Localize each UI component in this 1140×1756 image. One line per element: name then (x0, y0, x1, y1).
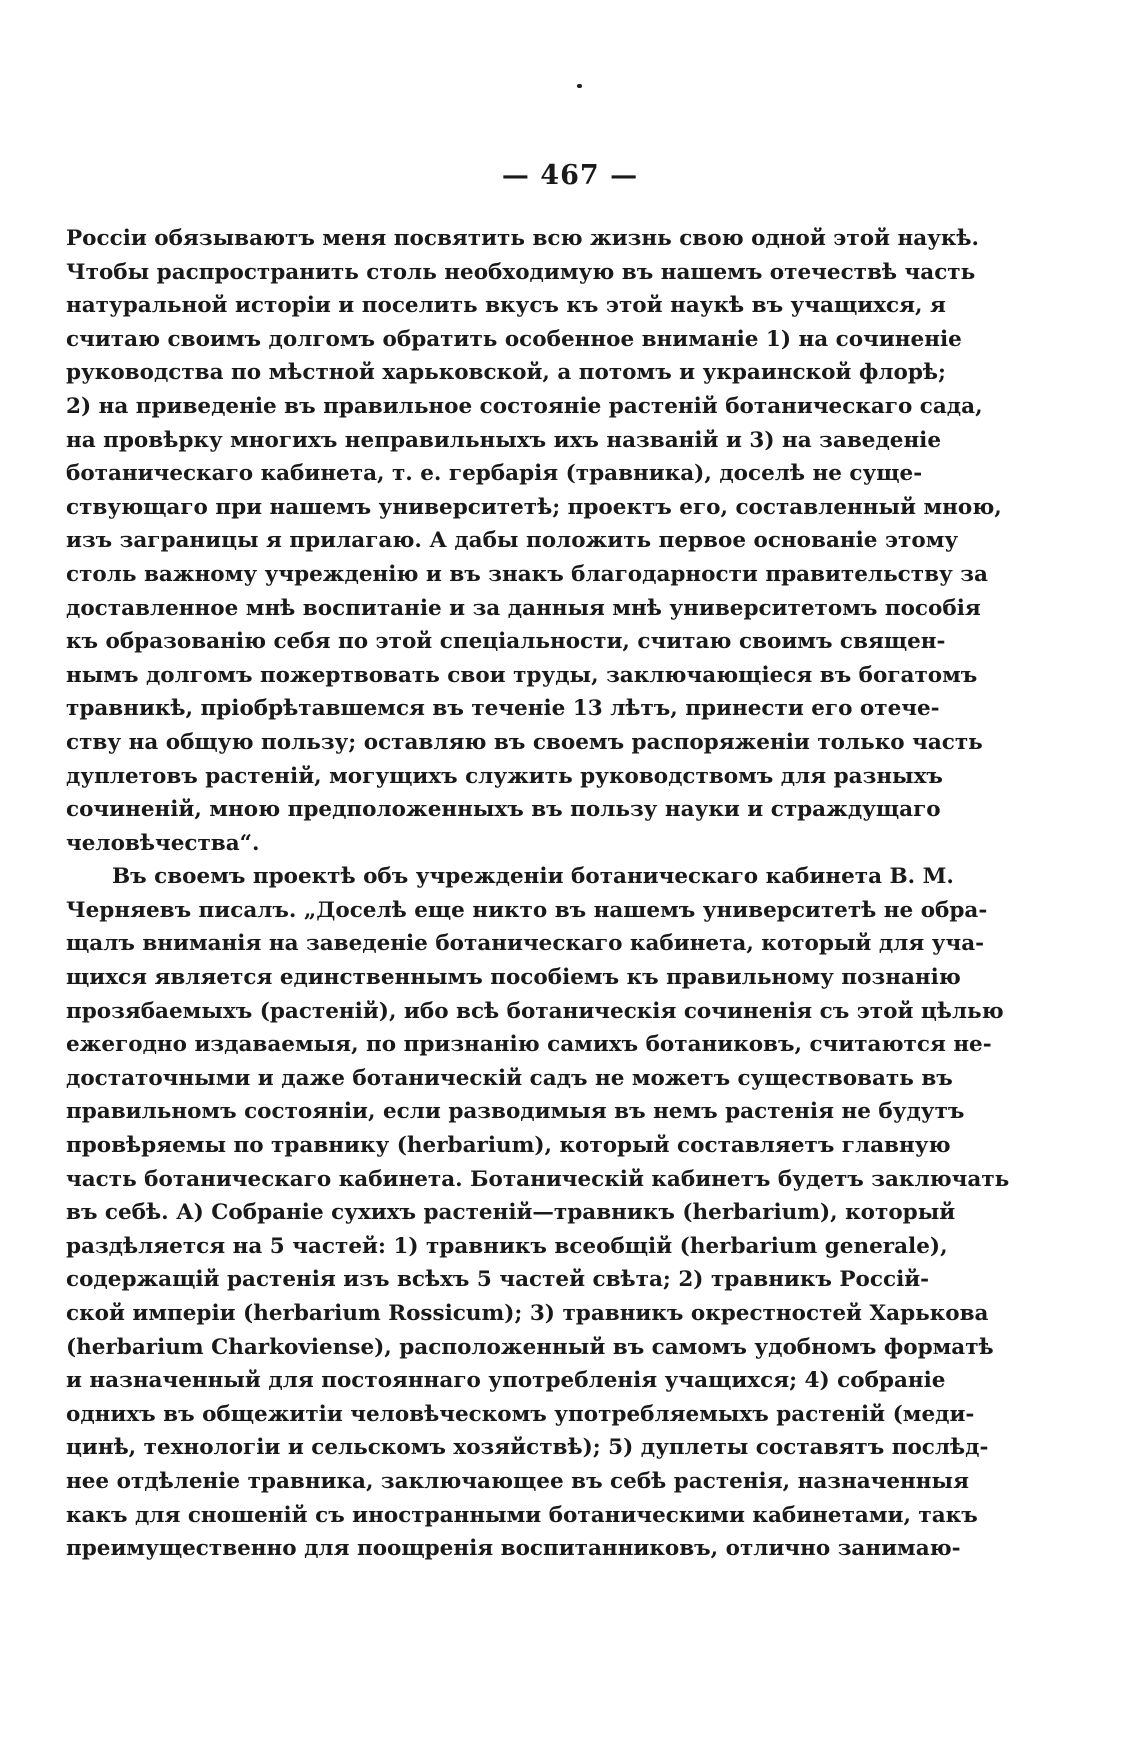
text-line: доставленное мнѣ воспитанiе и за данныя мнѣ университетомъ пособiя (66, 595, 981, 621)
text-line: изъ заграницы я прилагаю. А дабы положить первое основанiе этому (66, 528, 959, 554)
print-speck (577, 84, 582, 88)
text-line: ствующаго при нашемъ университетѣ; проектъ его, составленный мною, (66, 494, 1002, 520)
text-line: нее отдѣленiе травника, заключающее въ себѣ растенiя, назначенныя (66, 1468, 969, 1494)
text-line: ботаническаго кабинета, т. е. гербарiя (травника), доселѣ не суще- (66, 461, 923, 487)
text-line: какъ для сношенiй съ иностранными ботаническими кабинетами, такъ (66, 1502, 978, 1528)
text-line: достаточными и даже ботаническiй садъ не можетъ существовать въ (66, 1065, 953, 1091)
text-line: руководства по мѣстной харьковской, а потомъ и украинской флорѣ; (66, 360, 946, 386)
text-line: Чтобы распространить столь необходимую въ нашемъ отечествѣ часть (66, 259, 976, 285)
text-line: и назначенный для постояннаго употребленiя учащихся; 4) собранiе (66, 1368, 946, 1394)
page-number: — 467 — (501, 160, 639, 191)
text-line: нымъ долгомъ пожертвовать свои труды, заключающiеся въ богатомъ (66, 662, 978, 688)
text-line: однихъ въ общежитiи человѣческомъ употребляемыхъ растенiй (меди- (66, 1401, 975, 1427)
text-line: къ образованiю себя по этой спецiальности, считаю своимъ священ- (66, 629, 946, 655)
text-line: ской имперiи (herbarium Rossicum); 3) травникъ окрестностей Харькова (66, 1301, 989, 1326)
text-line: провѣряемы по травнику (herbarium), который составляетъ главную (66, 1133, 951, 1159)
text-line: ству на общую пользу; оставляю въ своемъ распоряженiи только часть (66, 729, 983, 755)
paragraph-1 (66, 222, 1002, 860)
text-line: травникѣ, прiобрѣтавшемся въ теченiе 13 лѣтъ, принести его отече- (66, 696, 940, 722)
text-line: правильномъ состоянiи, если разводимыя въ немъ растенiя не будутъ (66, 1099, 965, 1125)
text-line: (herbarium Charkoviense), расположенный въ самомъ удобномъ форматѣ (66, 1334, 994, 1360)
text-line: 2) на приведенiе въ правильное состоянiе растенiй ботаническаго сада, (66, 393, 983, 419)
text-line: человѣчества“. (66, 830, 260, 856)
body-text (66, 222, 1010, 1566)
paragraph-2 (66, 860, 1010, 1565)
text-line: прозябаемыхъ (растенiй), ибо всѣ ботаническiя сочиненiя съ этой цѣлью (66, 998, 1004, 1024)
text-line: цинѣ, технологiи и сельскомъ хозяйствѣ); 5) дуплеты составятъ послѣд- (66, 1435, 989, 1461)
text-line: натуральной исторiи и поселить вкусъ къ этой наукѣ въ учащихся, я (66, 293, 946, 319)
text-line: щихся является единственнымъ пособiемъ къ правильному познанiю (66, 965, 961, 991)
text-line: Въ своемъ проектѣ объ учрежденiи ботаническаго кабинета В. М. (112, 864, 954, 890)
text-line: въ себѣ. А) Собранiе сухихъ растенiй—травникъ (herbarium), который (66, 1200, 956, 1226)
text-line: на провѣрку многихъ неправильныхъ ихъ названiй и 3) на заведенiе (66, 427, 942, 453)
text-line: сочиненiй, мною предположенныхъ въ пользу науки и страждущаго (66, 797, 941, 823)
text-line: преимущественно для поощренiя воспитанниковъ, отлично занимаю- (66, 1536, 961, 1562)
text-line: часть ботаническаго кабинета. Ботаническiй кабинетъ будетъ заключать (66, 1166, 1010, 1192)
text-line: раздѣляется на 5 частей: 1) травникъ всеобщiй (herbarium generale), (66, 1233, 948, 1259)
text-line: Черняевъ писалъ. „Доселѣ еще никто въ нашемъ университетѣ не обра- (66, 897, 988, 923)
text-line: содержащiй растенiя изъ всѣхъ 5 частей свѣта; 2) травникъ Россiй- (66, 1267, 930, 1293)
text-line: дуплетовъ растенiй, могущихъ служить руководствомъ для разныхъ (66, 763, 943, 789)
text-line: столь важному учрежденiю и въ знакъ благодарности правительству за (66, 561, 988, 587)
text-line: считаю своимъ долгомъ обратить особенное вниманiе 1) на сочиненiе (66, 326, 962, 352)
text-line: Россiи обязываютъ меня посвятить всю жизнь свою одной этой наукѣ. (66, 226, 980, 251)
text-line: щалъ вниманiя на заведенiе ботаническаго кабинета, который для уча- (66, 931, 985, 957)
text-line: ежегодно издаваемыя, по признанiю самихъ ботаниковъ, считаются не- (66, 1032, 992, 1058)
